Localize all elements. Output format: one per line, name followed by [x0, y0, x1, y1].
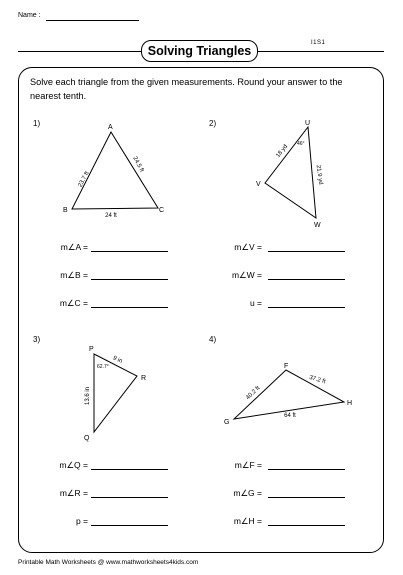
answer-label: m∠Q =	[59, 460, 88, 470]
problem-3-number: 3)	[33, 335, 41, 344]
side-gh-label: 64 ft	[284, 413, 296, 419]
vertex-g-label: G	[224, 419, 230, 426]
answer-label: m∠W =	[231, 270, 262, 280]
side-pr-label: 9 in	[111, 355, 124, 365]
answer-line[interactable]	[91, 251, 168, 252]
answer-label: m∠R =	[59, 488, 88, 498]
vertex-f-label: F	[284, 363, 289, 370]
vertex-u-label: U	[305, 120, 311, 127]
vertex-w-label: W	[314, 222, 321, 229]
answer-line[interactable]	[268, 525, 345, 526]
name-line	[46, 20, 139, 21]
answer-label: m∠H =	[233, 516, 262, 526]
problem-2-triangle	[245, 115, 335, 230]
vertex-p-label: P	[89, 346, 94, 353]
answer-line[interactable]	[91, 279, 168, 280]
problem-1-number: 1)	[33, 119, 41, 128]
side-pq-label: 13.6 in	[85, 386, 91, 406]
vertex-a-label: A	[108, 124, 113, 131]
side-uv-label: 18 yd	[275, 143, 290, 160]
answer-label: m∠A =	[60, 242, 88, 252]
answer-line[interactable]	[91, 497, 168, 498]
problem-1-triangle	[55, 120, 185, 225]
problem-3-triangle	[80, 340, 155, 445]
side-ab-label: 23.7 ft	[77, 170, 91, 189]
name-label: Name :	[18, 12, 41, 19]
vertex-q-label: Q	[84, 435, 90, 442]
answer-label: m∠B =	[60, 270, 88, 280]
angle-p-label: 62.7°	[97, 364, 109, 370]
footer-credit: Printable Math Worksheets @ www.mathworksheets4kids.com	[18, 559, 199, 566]
answer-line[interactable]	[268, 251, 345, 252]
vertex-v-label: V	[256, 181, 261, 188]
side-fh-label: 37.2 ft	[308, 374, 327, 386]
side-bc-label: 24 ft	[105, 213, 117, 219]
vertex-r-label: R	[141, 375, 147, 382]
answer-label: p =	[75, 516, 88, 526]
triangle-uvw-shape	[265, 127, 316, 218]
title-rule-left	[18, 51, 142, 52]
side-fg-label: 40.2 ft	[245, 385, 262, 402]
side-ac-label: 24.5 ft	[131, 155, 145, 174]
vertex-c-label: C	[159, 207, 165, 214]
vertex-h-label: H	[347, 400, 353, 407]
angle-u-label: 46°	[297, 141, 305, 147]
answer-label: m∠C =	[59, 298, 88, 308]
answer-line[interactable]	[268, 279, 345, 280]
problem-2-number: 2)	[209, 119, 217, 128]
answer-label: m∠V =	[234, 242, 262, 252]
problem-4-number: 4)	[209, 335, 217, 344]
answer-label: m∠G =	[233, 488, 262, 498]
sheet-id: I1S1	[311, 40, 326, 46]
answer-line[interactable]	[91, 307, 168, 308]
answer-line[interactable]	[268, 469, 345, 470]
answer-line[interactable]	[91, 525, 168, 526]
page-title: Solving Triangles	[141, 40, 258, 62]
answer-line[interactable]	[268, 497, 345, 498]
instructions: Solve each triangle from the given measurements. Round your answer to the nearest tenth.	[30, 77, 343, 101]
answer-line[interactable]	[268, 307, 345, 308]
problem-4-triangle	[220, 358, 365, 433]
answer-label: u =	[249, 298, 262, 308]
answer-label: m∠F =	[234, 460, 262, 470]
title-rule-right	[256, 51, 384, 52]
side-uw-label: 21.9 yd	[314, 164, 324, 186]
answer-line[interactable]	[91, 469, 168, 470]
vertex-b-label: B	[63, 207, 68, 214]
